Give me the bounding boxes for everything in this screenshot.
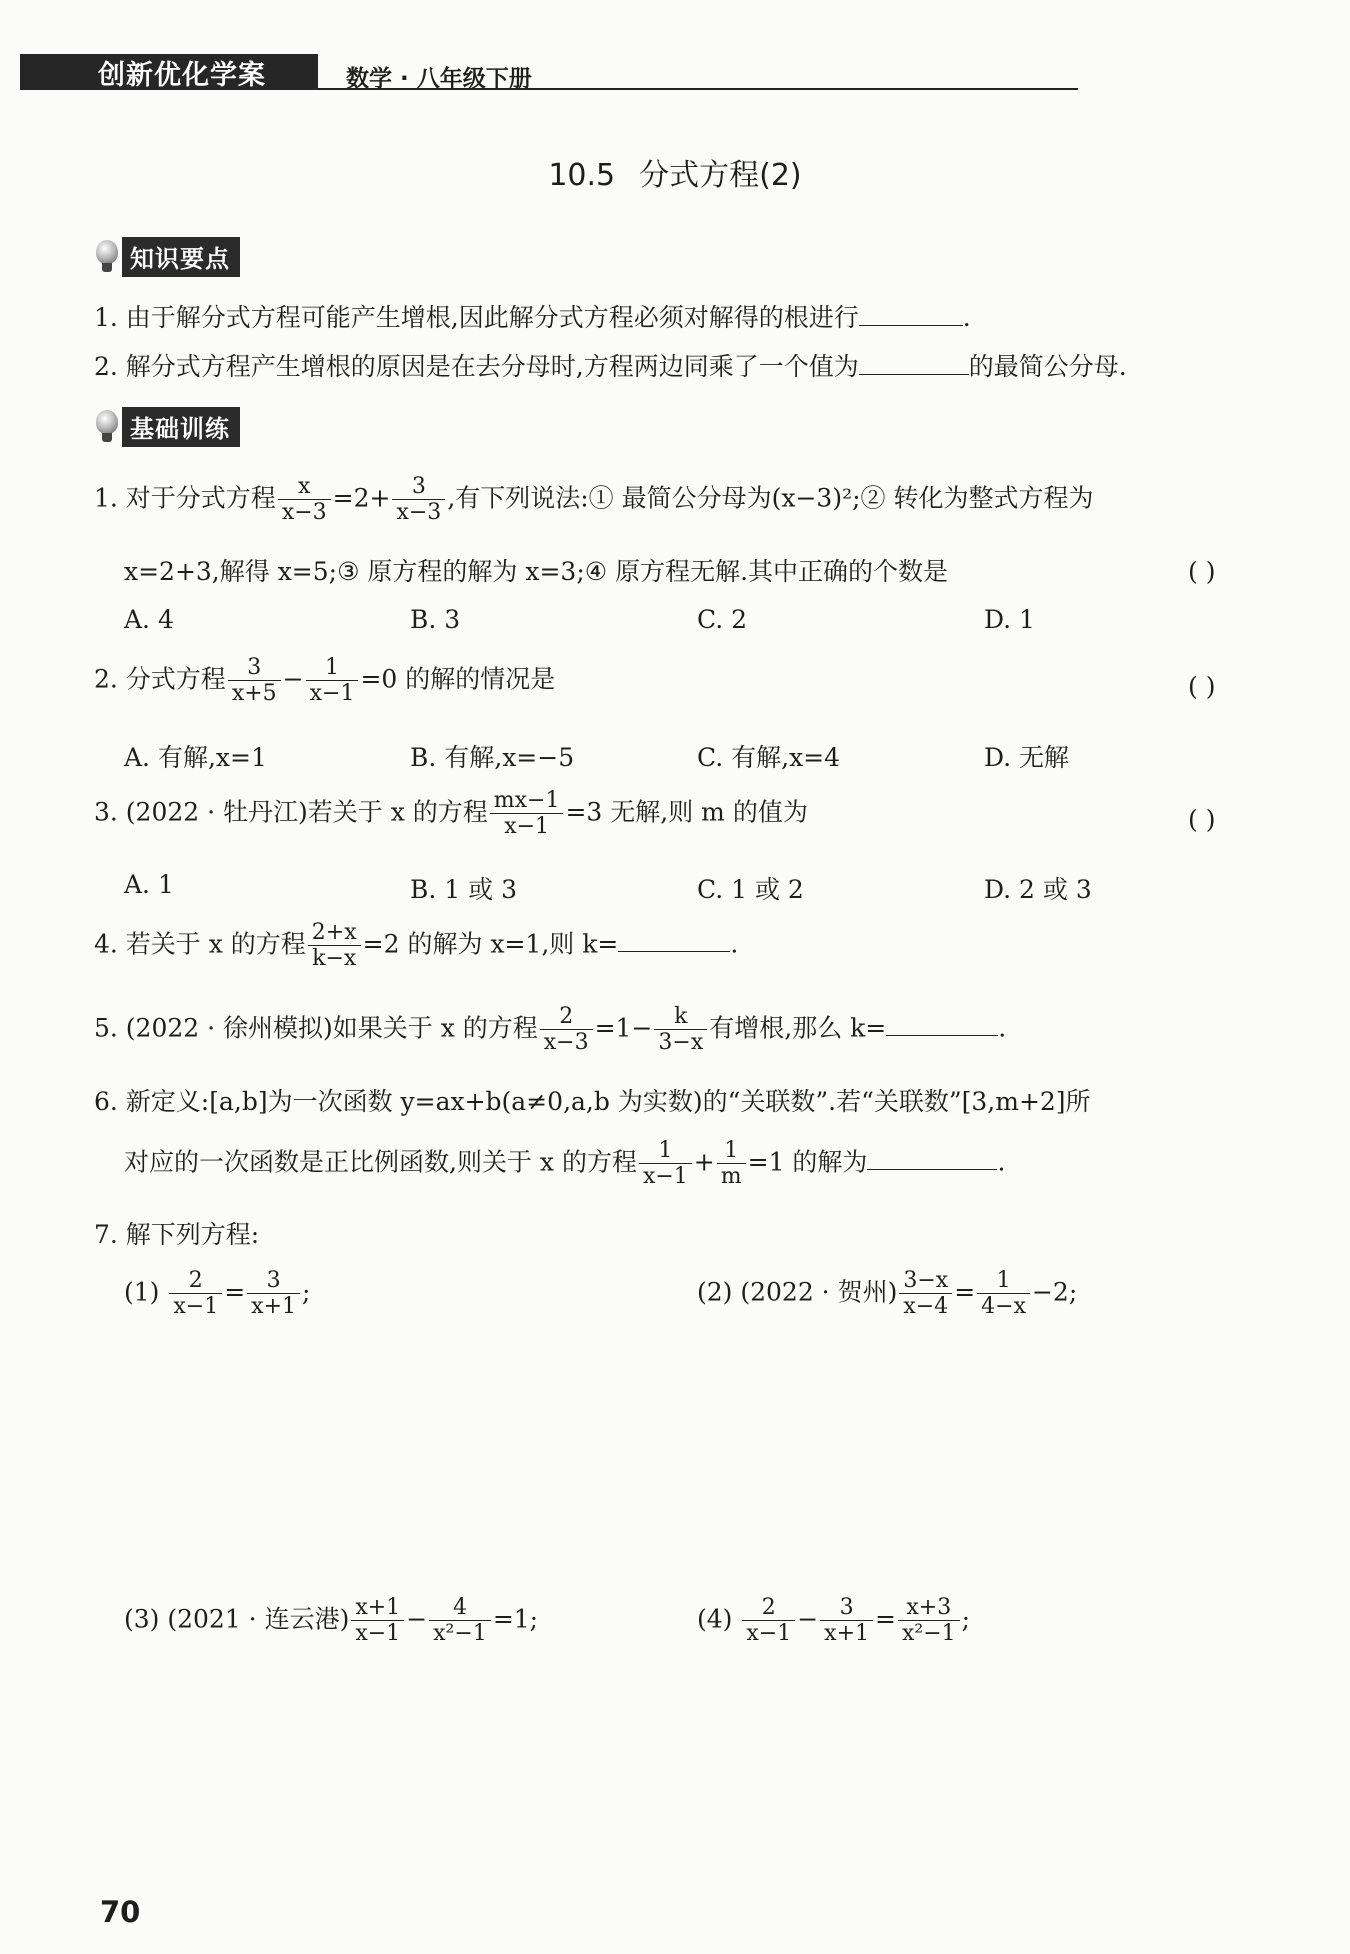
section-title: 分式方程(2)	[639, 158, 802, 193]
question-2	[94, 655, 555, 707]
knowledge-item-1-text: 1. 由于解分式方程可能产生增根,因此解分式方程必须对解得的根进行	[94, 303, 859, 332]
q5-end: .	[998, 1013, 1007, 1043]
lightbulb-icon	[94, 240, 118, 274]
operator: =	[875, 1604, 896, 1634]
fraction	[278, 474, 331, 526]
denominator: x+1	[251, 1294, 297, 1320]
numerator: 1	[306, 655, 359, 681]
fraction	[429, 1595, 491, 1647]
question-5	[94, 1004, 1006, 1056]
q2-mid: −	[282, 664, 304, 694]
denominator: 4−x	[981, 1294, 1026, 1320]
q6-mid: +	[693, 1147, 715, 1177]
denominator: x−3	[543, 1030, 589, 1056]
question-6-line-2	[124, 1138, 1005, 1190]
denominator: x−1	[355, 1621, 401, 1647]
section-number: 10.5	[548, 158, 616, 193]
denominator: x²−1	[901, 1621, 956, 1647]
numerator: 2	[169, 1268, 222, 1294]
q2-suffix: =0 的解的情况是	[360, 664, 556, 694]
q3-option-d[interactable]: D. 2 或 3	[984, 875, 1092, 904]
denominator: x+5	[231, 681, 277, 707]
numerator: mx−1	[490, 788, 564, 814]
q5-suffix: 有增根,那么 k=	[709, 1013, 887, 1043]
numerator: 3	[228, 655, 281, 681]
q1-prefix: 1. 对于分式方程	[94, 483, 276, 513]
denominator: x−1	[642, 1164, 688, 1190]
q5-prefix: 5. (2022 · 徐州模拟)如果关于 x 的方程	[94, 1013, 538, 1043]
q2-option-d[interactable]: D. 无解	[984, 743, 1070, 772]
fraction	[308, 920, 361, 972]
denominator: x−1	[173, 1294, 219, 1320]
fraction	[228, 655, 281, 707]
q7-part-3-end: =1;	[492, 1604, 539, 1634]
operator: −	[406, 1604, 428, 1634]
subject-label: 数学 · 八年级下册	[346, 66, 532, 92]
q1-mid: =2+	[332, 483, 391, 513]
q7-part-4-label: (4)	[697, 1604, 733, 1634]
operator: =	[954, 1277, 976, 1307]
knowledge-item-2-text-b: 的最简公分母.	[968, 352, 1127, 381]
brand-banner	[20, 54, 318, 90]
q2-option-c[interactable]: C. 有解,x=4	[697, 743, 841, 772]
numerator: 1	[639, 1138, 692, 1164]
numerator: k	[654, 1004, 707, 1030]
numerator: 3	[247, 1268, 300, 1294]
q4-end: .	[730, 929, 739, 959]
question-3	[94, 788, 808, 840]
denominator: x−1	[746, 1621, 792, 1647]
page-number: 70	[100, 1895, 141, 1929]
q6-end: .	[997, 1147, 1006, 1177]
answer-parentheses[interactable]: ( )	[1188, 557, 1216, 586]
fraction	[490, 788, 564, 840]
fraction	[351, 1595, 404, 1647]
fraction	[899, 1268, 952, 1320]
answer-blank[interactable]	[859, 324, 963, 326]
q1-suffix: ,有下列说法:① 最简公分母为(x−3)²;② 转化为整式方程为	[447, 483, 1094, 513]
question-7-heading: 7. 解下列方程:	[94, 1220, 260, 1249]
q4-suffix: =2 的解为 x=1,则 k=	[362, 929, 619, 959]
numerator: 3	[820, 1595, 873, 1621]
fraction	[169, 1268, 222, 1320]
answer-blank[interactable]	[618, 950, 730, 952]
knowledge-item-2	[94, 352, 1127, 382]
fraction	[717, 1138, 746, 1190]
q1-option-a[interactable]: A. 4	[124, 605, 174, 634]
operator: −	[797, 1604, 819, 1634]
section-knowledge-label: 知识要点	[122, 237, 240, 277]
answer-blank[interactable]	[867, 1168, 997, 1170]
section-basic-label: 基础训练	[122, 407, 240, 447]
denominator: k−x	[312, 946, 357, 972]
q7-part-4	[697, 1595, 970, 1647]
numerator: 2	[540, 1004, 593, 1030]
denominator: x−4	[903, 1294, 949, 1320]
answer-blank[interactable]	[859, 373, 969, 375]
denominator: x−3	[281, 500, 327, 526]
section-basic-header	[94, 410, 240, 444]
q7-part-3-label: (3) (2021 · 连云港)	[124, 1604, 350, 1634]
knowledge-item-1: 1. 由于解分式方程可能产生增根,因此解分式方程必须对解得的根进行 .	[94, 303, 971, 332]
q3-option-c[interactable]: C. 1 或 2	[697, 875, 804, 904]
q7-part-3	[124, 1595, 538, 1647]
numerator: 3	[392, 474, 445, 500]
q7-part-4-end: ;	[961, 1604, 971, 1634]
q3-prefix: 3. (2022 · 牡丹江)若关于 x 的方程	[94, 797, 488, 827]
denominator: m	[720, 1164, 742, 1190]
numerator: 1	[977, 1268, 1030, 1294]
denominator: x+1	[824, 1621, 870, 1647]
denominator: x−1	[309, 681, 355, 707]
numerator: 2+x	[308, 920, 361, 946]
q5-mid: =1−	[594, 1013, 653, 1043]
numerator: 2	[742, 1595, 795, 1621]
numerator: x	[278, 474, 331, 500]
question-1-line-2: x=2+3,解得 x=5;③ 原方程的解为 x=3;④ 原方程无解.其中正确的个数是	[124, 557, 949, 586]
q7-part-1-end: ;	[302, 1277, 311, 1307]
q2-option-a[interactable]: A. 有解,x=1	[124, 743, 267, 772]
knowledge-item-2-text-a: 2. 解分式方程产生增根的原因是在去分母时,方程两边同乘了一个值为	[94, 352, 859, 381]
q3-option-b[interactable]: B. 1 或 3	[410, 875, 517, 904]
q1-option-b[interactable]: B. 3	[410, 605, 461, 634]
operator: =	[224, 1277, 246, 1307]
q6-prefix: 对应的一次函数是正比例函数,则关于 x 的方程	[124, 1147, 637, 1177]
q1-option-c[interactable]: C. 2	[697, 605, 748, 634]
brand-text: 创新优化学案	[98, 59, 266, 91]
lightbulb-icon	[94, 410, 118, 444]
q6-suffix: =1 的解为	[747, 1147, 868, 1177]
q7-part-2-end: −2;	[1031, 1277, 1078, 1307]
numerator: 1	[717, 1138, 746, 1164]
answer-blank[interactable]	[886, 1034, 998, 1036]
answer-parentheses[interactable]: ( )	[1188, 805, 1216, 834]
denominator: x−3	[396, 500, 442, 526]
question-6-line-1: 6. 新定义:[a,b]为一次函数 y=ax+b(a≠0,a,b 为实数)的“关联数”.若“关联数”[3,m+2]所	[94, 1087, 1091, 1116]
section-knowledge-header	[94, 240, 240, 274]
fraction	[742, 1595, 795, 1647]
fraction	[639, 1138, 692, 1190]
fraction	[898, 1595, 960, 1647]
q3-option-a[interactable]: A. 1	[124, 870, 174, 899]
fraction	[820, 1595, 873, 1647]
q7-part-1	[124, 1268, 310, 1320]
numerator: 4	[429, 1595, 491, 1621]
q2-prefix: 2. 分式方程	[94, 664, 226, 694]
q7-part-2	[697, 1268, 1077, 1320]
fraction	[247, 1268, 300, 1320]
fraction	[392, 474, 445, 526]
denominator: 3−x	[658, 1030, 704, 1056]
numerator: x+3	[898, 1595, 960, 1621]
q2-option-b[interactable]: B. 有解,x=−5	[410, 743, 575, 772]
q3-suffix: =3 无解,则 m 的值为	[565, 797, 808, 827]
numerator: 3−x	[899, 1268, 952, 1294]
fraction	[654, 1004, 707, 1056]
fraction	[306, 655, 359, 707]
question-1	[94, 474, 1093, 526]
q7-part-1-label: (1)	[124, 1277, 160, 1307]
numerator: x+1	[351, 1595, 404, 1621]
answer-parentheses[interactable]: ( )	[1188, 672, 1216, 701]
q1-option-d[interactable]: D. 1	[984, 605, 1035, 634]
q4-prefix: 4. 若关于 x 的方程	[94, 929, 306, 959]
q7-part-2-label: (2) (2022 · 贺州)	[697, 1277, 898, 1307]
question-4	[94, 920, 738, 972]
page-title	[0, 150, 1350, 194]
denominator: x−1	[504, 814, 550, 840]
fraction	[540, 1004, 593, 1056]
denominator: x²−1	[433, 1621, 487, 1647]
fraction	[977, 1268, 1030, 1320]
